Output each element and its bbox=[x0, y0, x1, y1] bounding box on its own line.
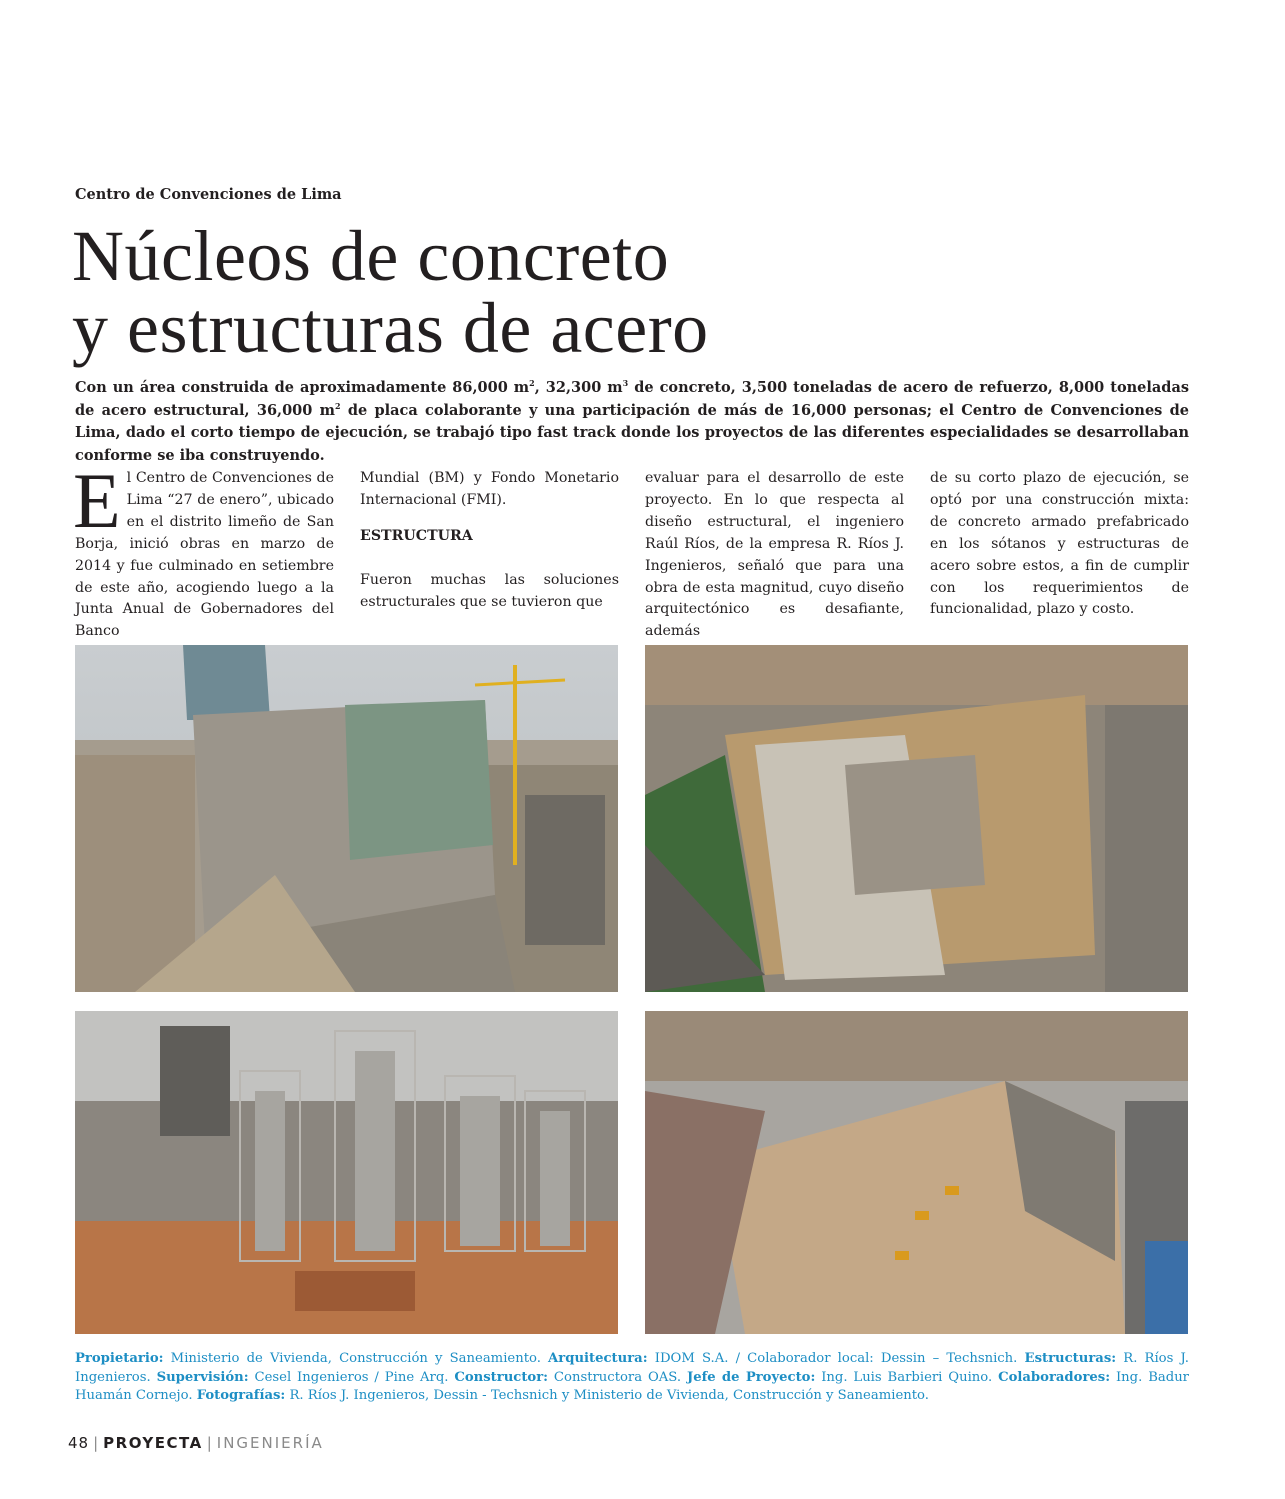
credit-label-structures: Estructuras: bbox=[1024, 1351, 1117, 1366]
credit-value-project-head: Ing. Luis Barbieri Quino. bbox=[815, 1369, 999, 1385]
credit-value-owner: Ministerio de Vivienda, Construcción y Saneamiento. bbox=[163, 1351, 549, 1366]
credit-value-collaborators: Ing. Badur Huamán Cornejo. bbox=[75, 1369, 1189, 1404]
body-column-4 bbox=[930, 468, 1189, 621]
credit-label-owner: Propietario: bbox=[75, 1351, 164, 1366]
column-1-text: l Centro de Convenciones de Lima “27 de enero”, ubicado en el distrito limeño de San Borja, inició obras en marzo de 2014 y fue culminado en setiembre de este año, acogiendo luego a la Junta Anual de Gobernadores del Banco bbox=[75, 470, 334, 640]
page-footer bbox=[68, 1434, 324, 1452]
lead-text-4: de placa colaborante y una participación de más de 16,000 personas; el Centro de Convenciones de Lima, dado el corto tiempo de ejecución, se trabajó tipo fast track donde los proyectos de las diferentes especialidades se desarrollaban conforme se iba construyendo. bbox=[75, 401, 1189, 464]
column-2-text-b: Fueron muchas las soluciones estructurales que se tuvieron que bbox=[360, 571, 619, 610]
lead-sup-2: 3 bbox=[622, 378, 629, 389]
credit-value-structures: R. Ríos J. Ingenieros. bbox=[75, 1351, 1189, 1385]
photo-aerial-site bbox=[645, 645, 1188, 992]
lead-text-3: de concreto, 3,500 toneladas de acero de refuerzo, 8,000 toneladas de acero estructural, 36,000 m bbox=[75, 379, 1190, 419]
lead-sup-3: 2 bbox=[334, 400, 341, 411]
body-column-1 bbox=[73, 457, 334, 643]
column-3-text: evaluar para el desarrollo de este proyecto. En lo que respecta al diseño estructural, el ingeniero Raúl Ríos, de la empresa R. Ríos J. Ingenieros, señaló que para una obra de esta magnitud, cuyo diseño arquitectónico es desafiante, además bbox=[645, 470, 904, 640]
footer-separator-2: | bbox=[206, 1434, 213, 1452]
photo-aerial-excavation bbox=[645, 1011, 1188, 1334]
credit-value-constructor: Constructora OAS. bbox=[548, 1369, 687, 1385]
credit-label-constructor: Constructor: bbox=[454, 1369, 549, 1385]
drop-cap: E bbox=[73, 457, 121, 544]
section-subhead: ESTRUCTURA bbox=[360, 527, 473, 544]
section-name: INGENIERÍA bbox=[216, 1434, 324, 1452]
body-column-3 bbox=[645, 468, 904, 643]
photo-building-crane bbox=[75, 645, 618, 992]
headline-line-1: Núcleos de concreto bbox=[72, 216, 670, 296]
lead-text-2: , 32,300 m bbox=[534, 379, 623, 396]
credit-value-architecture: IDOM S.A. / Colaborador local: Dessin – Techsnich. bbox=[647, 1351, 1025, 1366]
magazine-brand: PROYECTA bbox=[103, 1434, 203, 1452]
credit-label-photos: Fotografías: bbox=[196, 1388, 286, 1404]
credit-value-photos: R. Ríos J. Ingenieros, Dessin - Techsnich y Ministerio de Vivienda, Construcción y Saneamiento. bbox=[285, 1388, 929, 1404]
column-4-text: de su corto plazo de ejecución, se optó por una construcción mixta: de concreto armado prefabricado en los sótanos y estructuras de acero sobre estos, a fin de cumplir con los requerimientos de funcionalidad, plazo y costo. bbox=[930, 470, 1189, 618]
credit-label-architecture: Arquitectura: bbox=[548, 1351, 648, 1366]
column-2-text-a: Mundial (BM) y Fondo Monetario Internacional (FMI). bbox=[360, 470, 619, 508]
credit-label-supervision: Supervisión: bbox=[156, 1369, 249, 1385]
credit-value-supervision: Cesel Ingenieros / Pine Arq. bbox=[248, 1369, 455, 1385]
credit-label-project-head: Jefe de Proyecto: bbox=[686, 1369, 816, 1385]
lead-sup-1: 2 bbox=[529, 378, 535, 389]
footer-separator: | bbox=[93, 1434, 100, 1452]
page-number: 48 bbox=[68, 1434, 90, 1452]
photo-credits bbox=[75, 1350, 1189, 1406]
lead-paragraph bbox=[75, 377, 1189, 467]
kicker: Centro de Convenciones de Lima bbox=[75, 186, 342, 203]
body-column-2 bbox=[360, 468, 619, 614]
credit-label-collaborators: Colaboradores: bbox=[998, 1369, 1111, 1385]
photo-scaffolding bbox=[75, 1011, 618, 1334]
headline-line-2: y estructuras de acero bbox=[72, 288, 709, 368]
lead-text-1: Con un área construida de aproximadamente 86,000 m bbox=[75, 379, 530, 396]
headline bbox=[72, 216, 1202, 368]
